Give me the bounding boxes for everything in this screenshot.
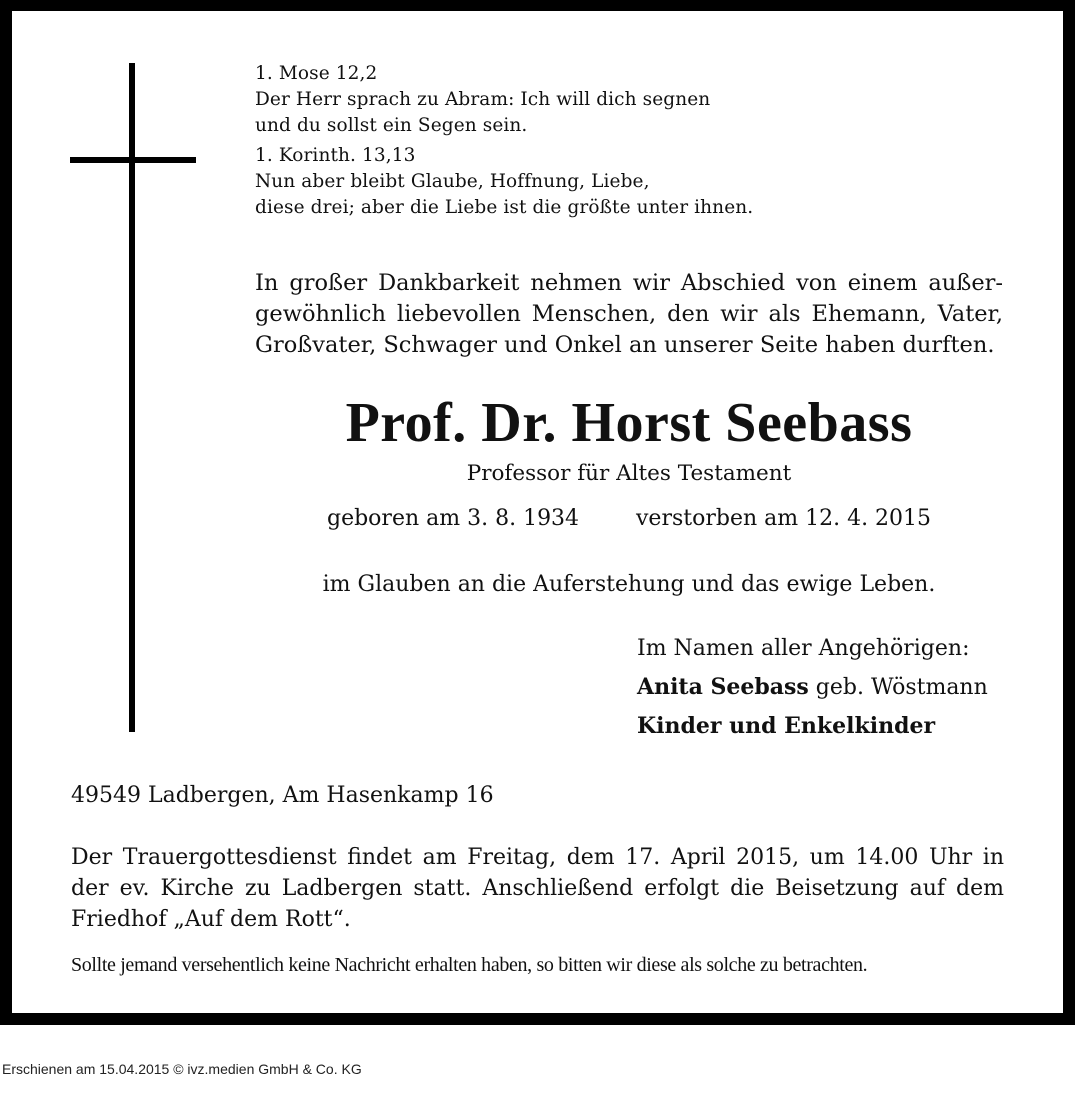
signers-intro: Im Namen aller Angehörigen: (637, 636, 970, 661)
intro-paragraph (255, 268, 1003, 361)
cross-horizontal-bar (70, 157, 196, 163)
verse-line: Nun aber bleibt Glaube, Hoffnung, Liebe, (255, 171, 650, 192)
publication-footer: Erschienen am 15.04.2015 © ivz.medien GmbH & Co. KG (2, 1061, 362, 1077)
service-line: Friedhof „Auf dem Rott“. (71, 907, 351, 932)
signer-widow (637, 668, 988, 707)
verse-line: diese drei; aber die Liebe ist die größte unter ihnen. (255, 197, 754, 218)
deceased-name: Prof. Dr. Horst Seebass (345, 392, 913, 454)
cross-vertical-bar (129, 63, 135, 732)
signer-family (637, 707, 988, 746)
deceased-profession: Professor für Altes Testament (466, 461, 792, 486)
family-label: Kinder und Enkelkinder (637, 713, 936, 739)
verse-line: und du sollst ein Segen sein. (255, 115, 528, 136)
intro-line: In großer Dankbarkeit nehmen wir Abschied von einem außer- (255, 270, 1003, 296)
verse-reference: 1. Korinth. 13,13 (255, 145, 416, 166)
widow-name: Anita Seebass (637, 674, 809, 700)
death-date: verstorben am 12. 4. 2015 (636, 506, 932, 531)
birth-date: geboren am 3. 8. 1934 (327, 506, 580, 531)
verse-corinthians (255, 143, 753, 221)
intro-line: gewöhnlich liebevollen Menschen, den wir als Ehemann, Vater, (255, 301, 1003, 327)
service-paragraph (71, 842, 1004, 935)
verse-reference: 1. Mose 12,2 (255, 63, 378, 84)
intro-line: Großvater, Schwager und Onkel an unserer Seite haben durften. (255, 332, 995, 358)
signers-block (637, 630, 988, 746)
notice-text: Sollte jemand versehentlich keine Nachricht erhalten haben, so bitten wir diese als solche zu betrachten. (71, 954, 868, 976)
service-line: Der Trauergottesdienst findet am Freitag, dem 17. April 2015, um 14.00 Uhr in (71, 845, 1004, 870)
family-address: 49549 Ladbergen, Am Hasenkamp 16 (71, 783, 494, 808)
verse-genesis (255, 61, 710, 139)
verse-line: Der Herr sprach zu Abram: Ich will dich segnen (255, 89, 711, 110)
widow-maiden-name: geb. Wöstmann (808, 675, 988, 700)
faith-line: im Glauben an die Auferstehung und das ewige Leben. (322, 572, 936, 597)
service-line: der ev. Kirche zu Ladbergen statt. Anschließend erfolgt die Beisetzung auf dem (71, 876, 1004, 901)
